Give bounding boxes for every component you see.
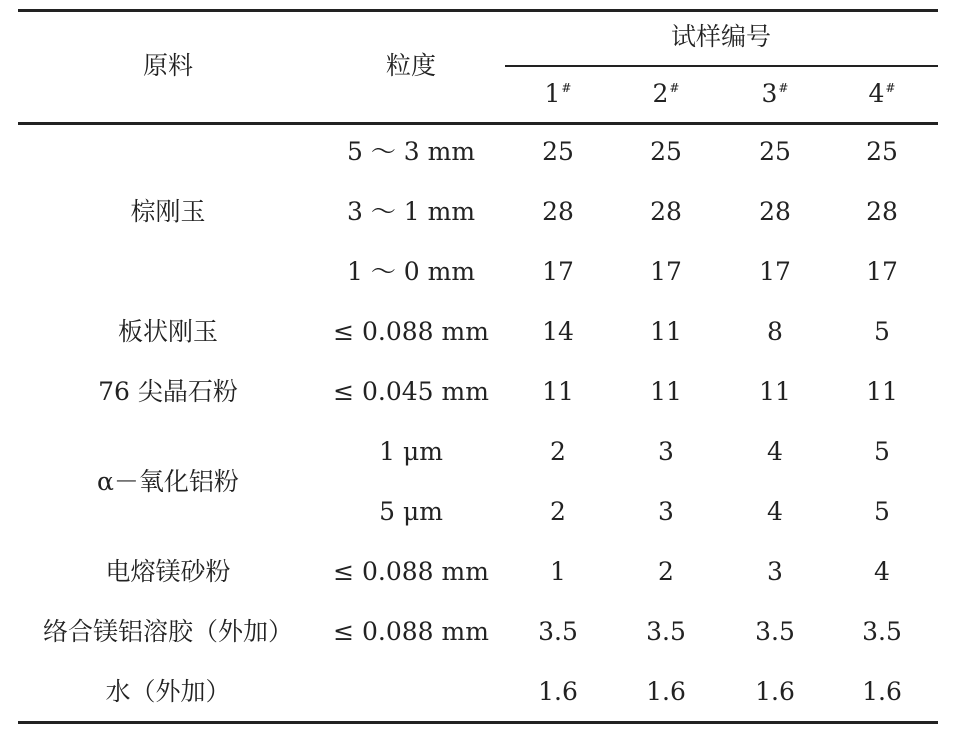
header-material: 原料 xyxy=(142,51,194,80)
header-sub-rule xyxy=(505,65,938,67)
value-cell: 11 xyxy=(650,317,682,346)
value-cell: 17 xyxy=(650,257,682,286)
value-cell: 14 xyxy=(542,317,574,346)
material-cell: 板状刚玉 xyxy=(117,317,219,346)
material-cell: α－氧化铝粉 xyxy=(97,467,239,496)
size-cell: 5 ～ 3 mm xyxy=(346,137,476,166)
value-cell: 2 xyxy=(658,557,674,586)
value-cell: 25 xyxy=(650,137,682,166)
value-cell: 3.5 xyxy=(862,617,902,646)
value-cell: 1.6 xyxy=(538,677,578,706)
header-size: 粒度 xyxy=(385,51,437,80)
size-cell: ≤ 0.088 mm xyxy=(333,617,489,646)
material-cell: 76 尖晶石粉 xyxy=(98,377,238,406)
header-bottom-rule xyxy=(18,122,938,125)
value-cell: 5 xyxy=(874,317,890,346)
material-cell: 络合镁铝溶胶（外加） xyxy=(42,617,294,646)
value-cell: 1.6 xyxy=(862,677,902,706)
value-cell: 11 xyxy=(759,377,791,406)
header-sample-1: 1# xyxy=(544,79,572,108)
value-cell: 17 xyxy=(542,257,574,286)
value-cell: 1.6 xyxy=(755,677,795,706)
value-cell: 17 xyxy=(759,257,791,286)
value-cell: 1.6 xyxy=(646,677,686,706)
value-cell: 2 xyxy=(550,437,566,466)
value-cell: 3.5 xyxy=(538,617,578,646)
size-cell: 5 μm xyxy=(379,497,443,526)
value-cell: 8 xyxy=(767,317,783,346)
value-cell: 28 xyxy=(759,197,791,226)
value-cell: 5 xyxy=(874,497,890,526)
size-cell: 1 ～ 0 mm xyxy=(346,257,476,286)
value-cell: 5 xyxy=(874,437,890,466)
value-cell: 11 xyxy=(650,377,682,406)
value-cell: 25 xyxy=(866,137,898,166)
value-cell: 4 xyxy=(767,497,783,526)
header-sample-4: 4# xyxy=(868,79,896,108)
value-cell: 1 xyxy=(550,557,566,586)
value-cell: 11 xyxy=(866,377,898,406)
size-cell: ≤ 0.088 mm xyxy=(333,317,489,346)
value-cell: 3 xyxy=(767,557,783,586)
value-cell: 25 xyxy=(542,137,574,166)
size-cell: 3 ～ 1 mm xyxy=(346,197,476,226)
header-sample-2: 2# xyxy=(652,79,680,108)
table-top-rule xyxy=(18,9,938,12)
size-cell: 1 μm xyxy=(379,437,443,466)
value-cell: 11 xyxy=(542,377,574,406)
value-cell: 4 xyxy=(767,437,783,466)
header-sample-3: 3# xyxy=(761,79,789,108)
value-cell: 25 xyxy=(759,137,791,166)
material-cell: 棕刚玉 xyxy=(130,197,206,226)
value-cell: 28 xyxy=(866,197,898,226)
value-cell: 4 xyxy=(874,557,890,586)
value-cell: 28 xyxy=(650,197,682,226)
header-sample-no: 试样编号 xyxy=(670,22,772,51)
size-cell: ≤ 0.045 mm xyxy=(333,377,489,406)
value-cell: 3 xyxy=(658,437,674,466)
table-bottom-rule xyxy=(18,721,938,724)
material-cell: 电熔镁砂粉 xyxy=(105,557,231,586)
value-cell: 3.5 xyxy=(755,617,795,646)
material-cell: 水（外加） xyxy=(105,677,231,706)
value-cell: 2 xyxy=(550,497,566,526)
value-cell: 28 xyxy=(542,197,574,226)
value-cell: 17 xyxy=(866,257,898,286)
value-cell: 3 xyxy=(658,497,674,526)
value-cell: 3.5 xyxy=(646,617,686,646)
size-cell: ≤ 0.088 mm xyxy=(333,557,489,586)
